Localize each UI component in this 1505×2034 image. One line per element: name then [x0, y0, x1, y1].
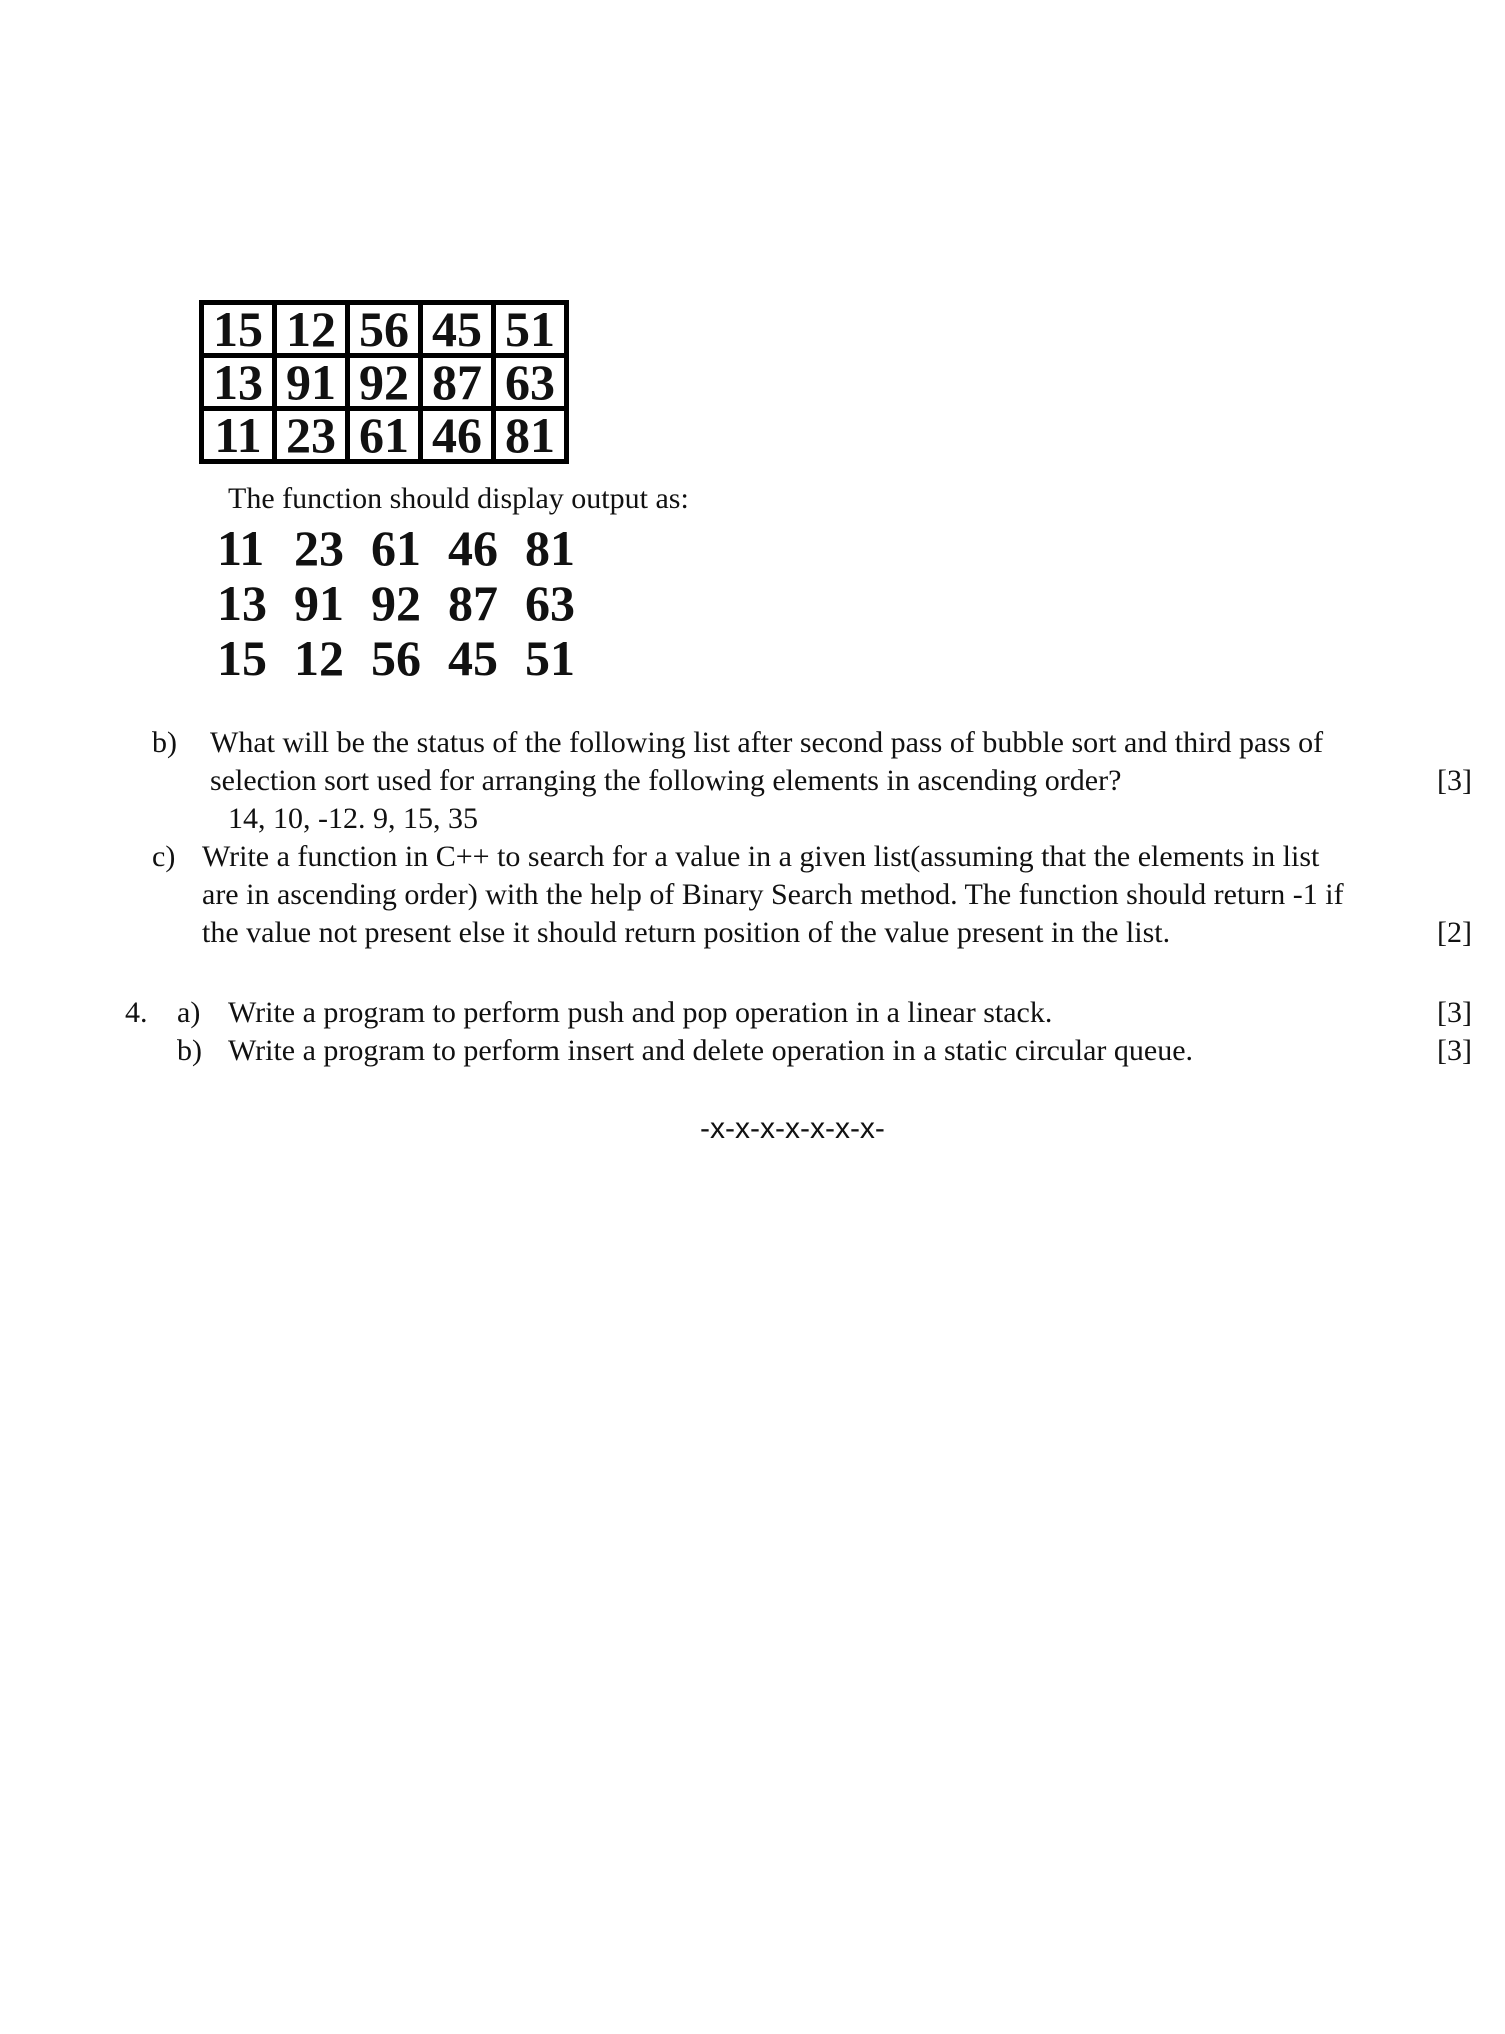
output-value: 56 [371, 630, 421, 686]
output-value: 45 [448, 630, 498, 686]
matrix-cell: 15 [202, 303, 275, 356]
marks-badge: [3] [1437, 1034, 1472, 1067]
output-value: 61 [371, 520, 421, 576]
matrix-cell: 56 [348, 303, 421, 356]
marks-badge: [3] [1437, 996, 1472, 1029]
matrix-row [202, 303, 567, 356]
output-value: 87 [448, 575, 498, 631]
question-text-line: Write a program to perform push and pop operation in a linear stack. [228, 996, 1053, 1029]
question-text-line: Write a function in C++ to search for a value in a given list(assuming that the elements in list [202, 840, 1320, 873]
matrix-cell: 87 [421, 356, 494, 409]
output-row [217, 576, 602, 630]
matrix-cell: 61 [348, 409, 421, 462]
matrix-row [202, 356, 567, 409]
matrix-cell: 51 [494, 303, 567, 356]
output-row [217, 521, 602, 575]
matrix-cell: 92 [348, 356, 421, 409]
question-text-line: are in ascending order) with the help of Binary Search method. The function should return -1 if [202, 878, 1344, 911]
output-value: 91 [294, 575, 344, 631]
question-text-line: the value not present else it should return position of the value present in the list. [202, 916, 1171, 949]
output-value: 15 [217, 630, 267, 686]
matrix-cell: 46 [421, 409, 494, 462]
output-value: 11 [217, 520, 265, 576]
matrix-row [202, 409, 567, 462]
matrix-cell: 45 [421, 303, 494, 356]
matrix-cell: 11 [202, 409, 275, 462]
output-value: 92 [371, 575, 421, 631]
marks-badge: [2] [1437, 916, 1472, 949]
marks-badge: [3] [1437, 764, 1472, 797]
matrix-cell: 63 [494, 356, 567, 409]
question-label: c) [152, 840, 176, 873]
output-value: 46 [448, 520, 498, 576]
output-value: 12 [294, 630, 344, 686]
matrix-cell: 23 [275, 409, 348, 462]
question-data-list: 14, 10, -12. 9, 15, 35 [228, 802, 478, 835]
output-caption: The function should display output as: [228, 482, 689, 515]
question-text-line: What will be the status of the following list after second pass of bubble sort and third pass of [210, 726, 1324, 759]
question-label: b) [152, 726, 177, 759]
matrix-cell: 81 [494, 409, 567, 462]
matrix-cell: 12 [275, 303, 348, 356]
output-value: 63 [525, 575, 575, 631]
output-value: 81 [525, 520, 575, 576]
question-label: a) [177, 996, 201, 1029]
question-number: 4. [125, 996, 148, 1029]
matrix-cell: 13 [202, 356, 275, 409]
output-value: 23 [294, 520, 344, 576]
matrix-cell: 91 [275, 356, 348, 409]
question-text-line: selection sort used for arranging the following elements in ascending order? [210, 764, 1122, 797]
end-of-paper-mark: -x-x-x-x-x-x-x- [700, 1112, 885, 1145]
output-value: 13 [217, 575, 267, 631]
output-value: 51 [525, 630, 575, 686]
question-label: b) [177, 1034, 202, 1067]
question-text-line: Write a program to perform insert and delete operation in a static circular queue. [228, 1034, 1194, 1067]
input-matrix-table [199, 300, 569, 464]
output-row [217, 631, 602, 685]
